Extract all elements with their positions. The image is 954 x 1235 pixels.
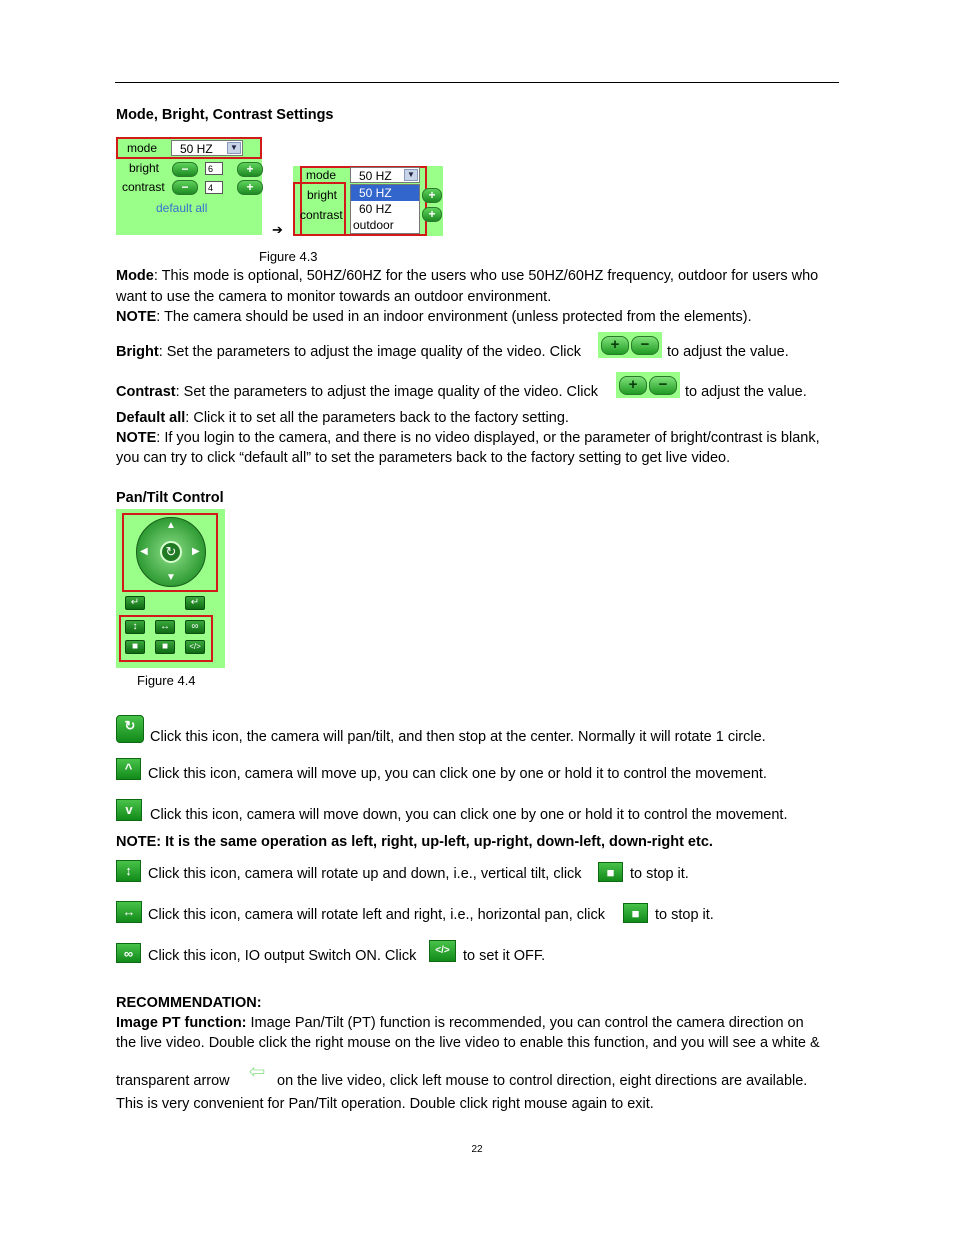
bright-value-field[interactable]: 6 [205,162,223,175]
default-text: : Click it to set all the parameters back to the factory setting. [185,410,569,426]
note-text-2: : If you login to the camera, and there is no video displayed, or the parameter of bright/contrast is blank, [156,430,820,446]
stop-icon: ■ [598,862,623,882]
bright-label: bright [129,161,160,175]
up-icon-description: Click this icon, camera will move up, you can click one by one or hold it to control the movement. [148,766,767,782]
io-on-icon: ∞ [116,943,141,963]
contrast-paragraph [116,382,598,402]
stop-icon: ■ [623,903,648,923]
bright-plus-button-2[interactable]: + [422,188,442,203]
mode-select-open-value: 50 HZ [359,169,392,183]
horizontal-description: Click this icon, camera will rotate left and right, i.e., horizontal pan, click [148,907,605,923]
io-off-icon: </> [429,940,456,962]
image-pt-term: Image PT function: [116,1015,247,1031]
mode-paragraph-line2: want to use the camera to monitor towards an outdoor environment. [116,289,552,305]
option-outdoor[interactable]: outdoor [353,218,394,232]
bright-plus-button[interactable]: + [237,162,263,177]
bright-after-text: to adjust the value. [667,344,789,360]
bright-paragraph [116,342,581,362]
section-heading-mode: Mode, Bright, Contrast Settings [116,107,334,123]
arrow-right-icon[interactable]: ▶ [192,546,200,557]
header-rule [115,82,839,83]
note-indoor [116,307,752,327]
vertical-after-text: to stop it. [630,866,689,882]
arrow-up-icon: ^ [116,758,141,780]
settings-panel [116,137,262,235]
vertical-tilt-button[interactable]: ↕ [125,620,145,634]
chevron-down-icon: ▼ [227,142,241,154]
contrast-label-2: contrast [300,208,343,222]
mode-paragraph-line1 [116,266,818,286]
bright-term: Bright [116,344,159,360]
direction-pad[interactable] [136,517,206,587]
center-rotate-icon[interactable]: ↻ [160,541,182,563]
note-term-1: NOTE [116,309,157,325]
plus-minus-icon-bright [598,332,662,358]
recommendation-heading: RECOMMENDATION: [116,995,262,1011]
note-login-line2: you can try to click “default all” to set the parameters back to the factory setting to get live video. [116,450,731,466]
stop-horizontal-button[interactable]: ■ [155,640,175,654]
section-heading-pantilt: Pan/Tilt Control [116,490,224,506]
io-on-button[interactable]: ∞ [185,620,205,634]
mode-select[interactable] [171,140,243,156]
contrast-term: Contrast [116,384,176,400]
contrast-value-field[interactable]: 4 [205,181,223,194]
center-rotate-icon: ↻ [116,715,144,743]
contrast-label: contrast [122,180,165,194]
pantilt-panel [116,509,225,668]
recommendation-line4: This is very convenient for Pan/Tilt operation. Double click right mouse again to exit. [116,1096,654,1112]
default-term: Default all [116,410,186,426]
contrast-minus-button[interactable]: − [172,180,198,195]
mode-select-value: 50 HZ [180,142,213,156]
horizontal-after-text: to stop it. [655,907,714,923]
mode-label-2: mode [306,168,337,182]
plus-minus-icon-contrast [616,372,680,398]
note-text-1: : The camera should be used in an indoor environment (unless protected from the elements). [156,309,752,325]
arrow-up-icon[interactable]: ▲ [166,520,176,531]
settings-panel-dropdown [293,166,443,236]
io-off-button[interactable]: </> [185,640,205,654]
contrast-plus-button-2[interactable]: + [422,207,442,222]
preset-right-button[interactable]: ↵ [185,596,205,610]
recommendation-line3b: on the live video, click left mouse to control direction, eight directions are available. [277,1073,808,1089]
minus-icon: − [631,336,659,355]
option-60hz[interactable]: 60 HZ [359,202,392,216]
transparent-arrow-icon: ⇦ [248,1061,266,1083]
note-term-2: NOTE [116,430,157,446]
recommendation-line1 [116,1013,804,1033]
figure-4-3-caption: Figure 4.3 [259,249,318,264]
option-50hz[interactable]: 50 HZ [351,185,419,201]
io-after-text: to set it OFF. [463,948,546,964]
stop-vertical-button[interactable]: ■ [125,640,145,654]
mode-term: Mode [116,268,154,284]
center-icon-description: Click this icon, the camera will pan/tilt, and then stop at the center. Normally it will rotate 1 circle. [150,729,766,745]
recommendation-line3a: transparent arrow [116,1073,230,1089]
arrow-icon: ➔ [272,222,283,237]
bright-label-2: bright [307,188,338,202]
contrast-after-text: to adjust the value. [685,384,807,400]
contrast-plus-button[interactable]: + [237,180,263,195]
preset-left-button[interactable]: ↵ [125,596,145,610]
down-icon-description: Click this icon, camera will move down, you can click one by one or hold it to control the movement. [150,807,788,823]
note-same-operation: NOTE: It is the same operation as left, right, up-left, up-right, down-left, down-right etc. [116,834,713,850]
horizontal-pan-icon: ↔ [116,901,142,923]
contrast-text: : Set the parameters to adjust the image quality of the video. Click [175,384,598,400]
default-all-link[interactable]: default all [156,201,208,215]
mode-options-list [350,184,420,234]
labels-highlight [293,182,346,236]
mode-select-open[interactable] [350,167,420,183]
bright-minus-button[interactable]: − [172,162,198,177]
mode-text-1: : This mode is optional, 50HZ/60HZ for the users who use 50HZ/60HZ frequency, outdoor for users who [153,268,819,284]
default-all-paragraph [116,408,569,428]
plus-icon: + [619,376,647,395]
plus-icon: + [601,336,629,355]
io-description: Click this icon, IO output Switch ON. Click [148,948,417,964]
page-number: 22 [471,1144,483,1155]
recommendation-line2: the live video. Double click the right mouse on the live video to enable this function, and you will see a white & [116,1035,820,1051]
vertical-tilt-icon: ↕ [116,860,141,882]
vertical-description: Click this icon, camera will rotate up and down, i.e., vertical tilt, click [148,866,582,882]
note-login-line1 [116,428,820,448]
horizontal-pan-button[interactable]: ↔ [155,620,175,634]
arrow-down-icon[interactable]: ▼ [166,572,176,583]
arrow-down-icon: v [116,799,142,821]
mode-label: mode [127,141,158,155]
chevron-down-icon: ▼ [404,169,418,181]
arrow-left-icon[interactable]: ◀ [140,546,148,557]
recommendation-text-1: Image Pan/Tilt (PT) function is recommended, you can control the camera direction on [246,1015,804,1031]
minus-icon: − [649,376,677,395]
bright-text: : Set the parameters to adjust the image quality of the video. Click [158,344,582,360]
figure-4-4-caption: Figure 4.4 [137,673,196,688]
